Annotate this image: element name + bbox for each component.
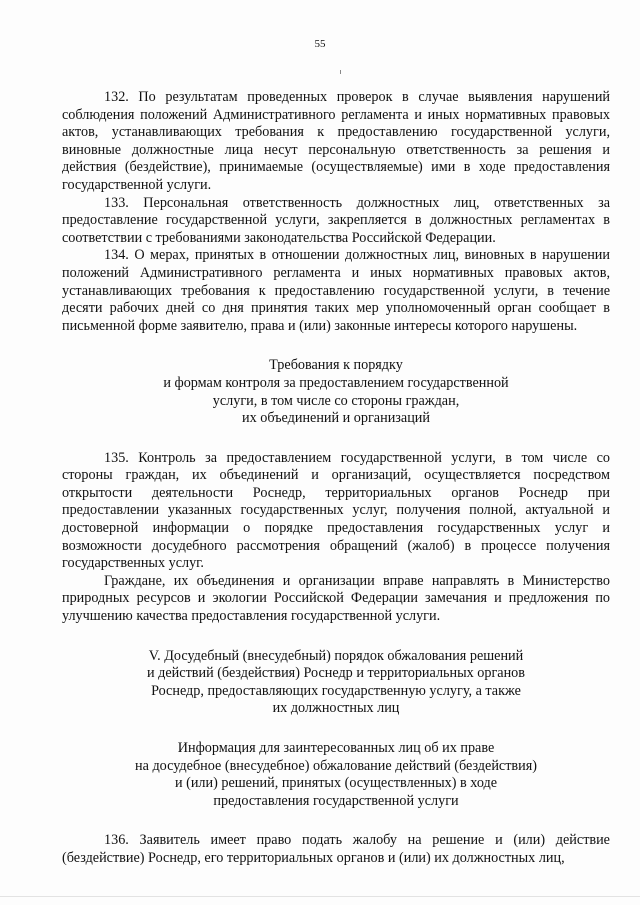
scan-mark xyxy=(340,70,341,74)
heading-appeal-info xyxy=(62,740,610,810)
paragraph-132: 132. По результатам проведенных проверок в случае выявления нарушений соблюдения положений Административного регламента и иных нормативных правовых актов, устанавливающих требования к предоставлению государственной услуги, виновные должностные лица несут персональную ответственность за решения и действия (бездействие), принимаемые (осуществляемые) ими в ходе предоставления государственной услуги. xyxy=(62,89,610,193)
paragraph-136: 136. Заявитель имеет право подать жалобу на решение и (или) действие (бездействие) Роснедр, его территориальных органов и (или) их должностных лиц, xyxy=(62,832,610,866)
page-bottom-edge xyxy=(0,896,640,897)
heading-line: и формам контроля за предоставлением государственной xyxy=(163,374,509,391)
page-number: 55 xyxy=(314,38,326,50)
heading-line: и действий (бездействия) Роснедр и территориальных органов xyxy=(147,665,525,682)
heading-line: Информация для заинтересованных лиц об их праве xyxy=(177,740,495,756)
document-body xyxy=(62,89,610,868)
heading-line: V. Досудебный (внесудебный) порядок обжалования решений xyxy=(148,647,524,664)
paragraph-135: 135. Контроль за предоставлением государственной услуги, в том числе со стороны граждан, их объединений и организаций, осуществляется посредством открытости деятельности Роснедр, территориальных органов Роснедр при предоставлении указанных государственных услуг, получения полной, актуальной и достоверной информации о порядке предоставления государственных услуг и возможности досудебного рассмотрения обращений (жалоб) в процессе получения государственных услуг. xyxy=(62,449,610,572)
heading-line: их объединений и организаций xyxy=(242,410,430,427)
heading-section-v xyxy=(62,648,610,718)
paragraph-134: 134. О мерах, принятых в отношении должностных лиц, виновных в нарушении положений Административного регламента и иных нормативных правовых актов, устанавливающих требования к предоставлению государственной услуги, в течение десяти рабочих дней со дня принятия таких мер уполномоченный орган сообщает в письменной форме заявителю, права и (или) законные интересы которого нарушены. xyxy=(62,247,610,334)
heading-line: и (или) решений, принятых (осуществленных) в ходе xyxy=(174,775,498,792)
paragraph-133: 133. Персональная ответственность должностных лиц, ответственных за предоставление государственной услуги, закрепляется в должностных регламентах в соответствии с требованиями законодательства Российской Федерации. xyxy=(62,194,610,246)
heading-control-requirements xyxy=(62,357,610,427)
paragraph-citizens: Граждане, их объединения и организации вправе направлять в Министерство природных ресурсов и экологии Российской Федерации замечания и предложения по улучшению качества предоставления государственной услуги. xyxy=(62,572,610,625)
heading-line: Роснедр, предоставляющих государственную услугу, а также xyxy=(151,682,521,699)
heading-line: на досудебное (внесудебное) обжалование действий (бездействия) xyxy=(135,757,537,774)
heading-line: услуги, в том числе со стороны граждан, xyxy=(212,392,460,409)
heading-line: их должностных лиц xyxy=(272,700,400,717)
heading-line: Требования к порядку xyxy=(269,357,403,374)
heading-line: предоставления государственной услуги xyxy=(213,792,459,809)
